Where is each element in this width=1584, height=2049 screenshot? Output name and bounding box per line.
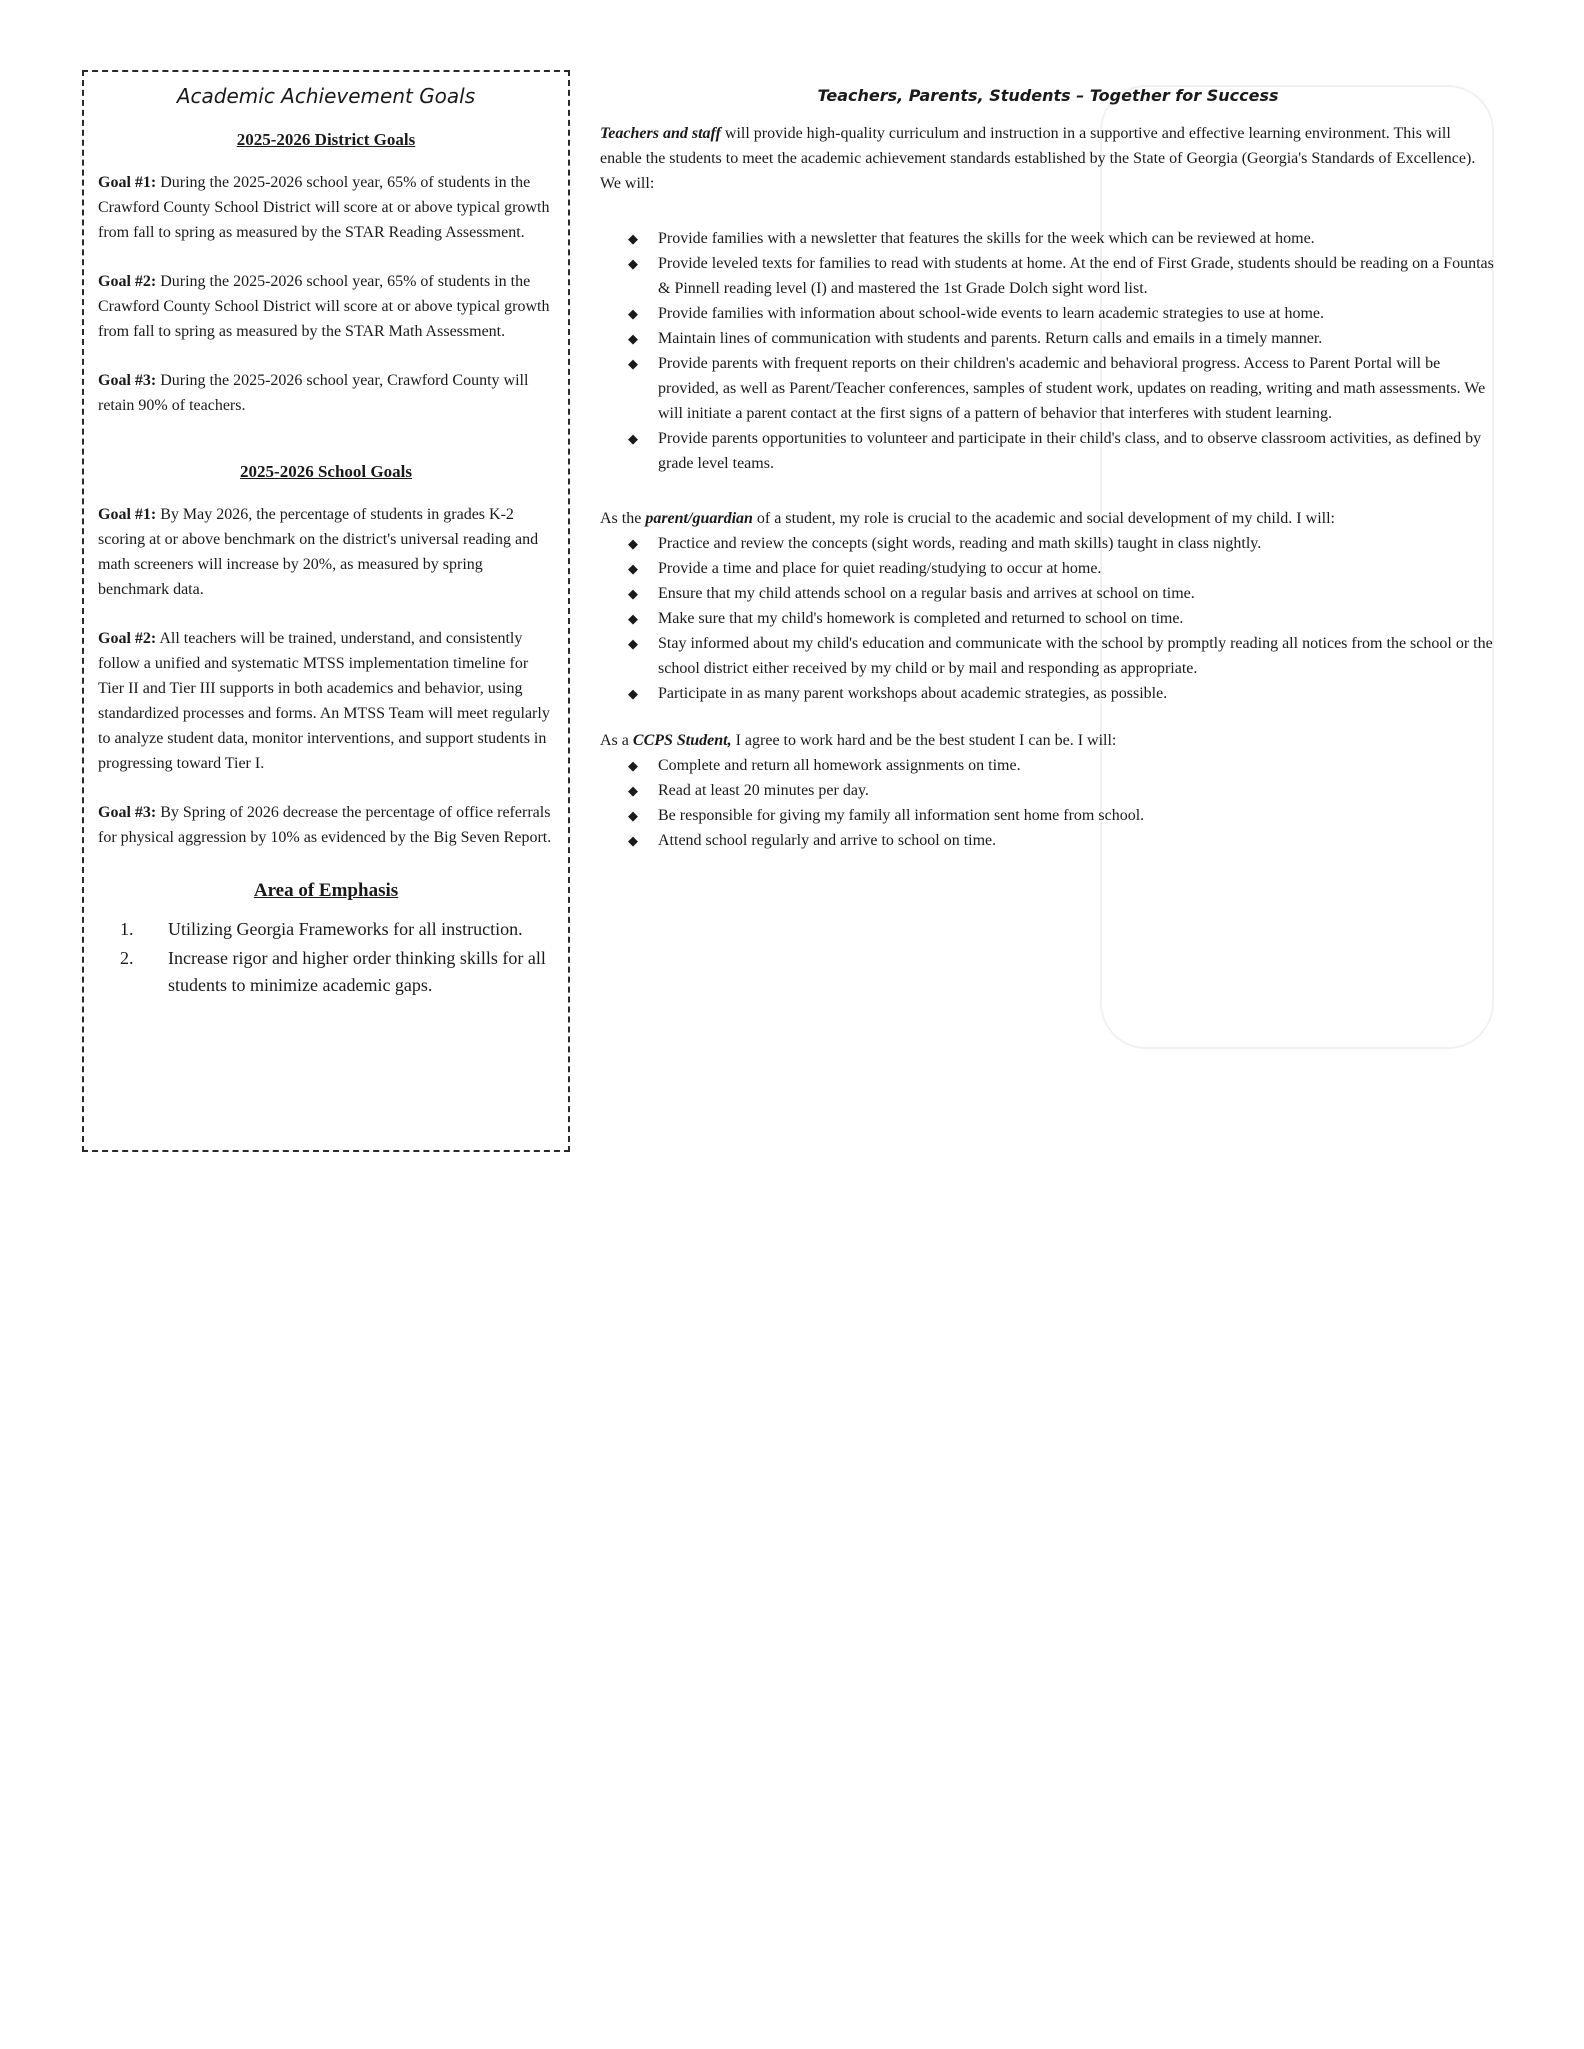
list-item: ◆ Attend school regularly and arrive to school on time. xyxy=(600,828,1496,853)
compact-section xyxy=(600,86,1496,853)
list-item: ◆ Read at least 20 minutes per day. xyxy=(600,778,1496,803)
diamond-bullet-icon: ◆ xyxy=(628,636,638,651)
emphasis-item xyxy=(98,916,554,943)
academic-goals-title: Academic Achievement Goals xyxy=(176,84,476,108)
list-item: ◆ Provide parents opportunities to volunteer and participate in their child's class, and to observe classroom activities, as defined by grade level teams. xyxy=(600,426,1496,476)
diamond-bullet-icon: ◆ xyxy=(628,231,638,246)
district-goal-3: Goal #3: During the 2025-2026 school year, Crawford County will retain 90% of teachers. xyxy=(98,372,529,414)
school-goal-3: Goal #3: By Spring of 2026 decrease the percentage of office referrals for physical aggression by 10% as evidenced by the Big Seven Report. xyxy=(98,804,552,846)
diamond-bullet-icon: ◆ xyxy=(628,561,638,576)
parent-intro: As the parent/guardian of a student, my role is crucial to the academic and social development of my child. I will: xyxy=(600,510,1335,527)
diamond-bullet-icon: ◆ xyxy=(628,331,638,346)
teacher-commitments-list xyxy=(600,226,1496,476)
list-item: ◆ Maintain lines of communication with students and parents. Return calls and emails in a timely manner. xyxy=(600,326,1496,351)
compact-title: Teachers, Parents, Students – Together for Success xyxy=(817,86,1279,105)
list-item: ◆ Be responsible for giving my family all information sent home from school. xyxy=(600,803,1496,828)
student-commitments-list xyxy=(600,753,1496,853)
district-goal-1: Goal #1: During the 2025-2026 school year, 65% of students in the Crawford County School District will score at or above typical growth from fall to spring as measured by the STAR Reading Assessment. xyxy=(98,174,550,241)
diamond-bullet-icon: ◆ xyxy=(628,536,638,551)
diamond-bullet-icon: ◆ xyxy=(628,686,638,701)
diamond-bullet-icon: ◆ xyxy=(628,808,638,823)
teachers-intro: Teachers and staff will provide high-quality curriculum and instruction in a supportive and effective learning environment. This will enable the students to meet the academic achievement standards established by the State of Georgia (Georgia's Standards of Excellence). We will: xyxy=(600,125,1476,192)
list-item: ◆ Provide leveled texts for families to read with students at home. At the end of First Grade, students should be reading on a Fountas & Pinnell reading level (I) and mastered the 1st Grade Dolch sight word list. xyxy=(600,251,1496,301)
diamond-bullet-icon: ◆ xyxy=(628,356,638,371)
diamond-bullet-icon: ◆ xyxy=(628,833,638,848)
diamond-bullet-icon: ◆ xyxy=(628,431,638,446)
emphasis-list xyxy=(98,916,554,999)
school-goal-1: Goal #1: By May 2026, the percentage of students in grades K-2 scoring at or above benchmark on the district's universal reading and math screeners will increase by 20%, as measured by spring benchmark data. xyxy=(98,506,539,598)
list-item: ◆ Provide families with information about school-wide events to learn academic strategies to use at home. xyxy=(600,301,1496,326)
list-item: ◆ Participate in as many parent workshops about academic strategies, as possible. xyxy=(600,681,1496,706)
diamond-bullet-icon: ◆ xyxy=(628,256,638,271)
diamond-bullet-icon: ◆ xyxy=(628,783,638,798)
parent-commitments-list xyxy=(600,531,1496,706)
area-of-emphasis-heading: Area of Emphasis xyxy=(253,880,399,901)
school-goal-2: Goal #2: All teachers will be trained, understand, and consistently follow a unified and systematic MTSS implementation timeline for Tier II and Tier III supports in both academics and behavior, using standardized processes and forms. An MTSS Team will meet regularly to analyze student data, monitor interventions, and support students in progressing toward Tier I. xyxy=(98,630,550,772)
list-item: ◆ Provide a time and place for quiet reading/studying to occur at home. xyxy=(600,556,1496,581)
list-item: ◆ Ensure that my child attends school on a regular basis and arrives at school on time. xyxy=(600,581,1496,606)
list-item: ◆ Provide parents with frequent reports on their children's academic and behavioral progress. Access to Parent Portal will be provided, as well as Parent/Teacher conferences, samples of student work, updates on reading, writing and math assessments. We will initiate a parent contact at the first signs of a pattern of behavior that interferes with student learning. xyxy=(600,351,1496,426)
academic-goals-box xyxy=(82,70,570,1152)
list-item: ◆ Complete and return all homework assignments on time. xyxy=(600,753,1496,778)
school-goals-heading: 2025-2026 School Goals xyxy=(240,462,412,481)
emphasis-number: 2. xyxy=(120,948,134,968)
district-goals-heading: 2025-2026 District Goals xyxy=(236,130,416,149)
emphasis-item xyxy=(98,945,554,999)
diamond-bullet-icon: ◆ xyxy=(628,306,638,321)
diamond-bullet-icon: ◆ xyxy=(628,611,638,626)
diamond-bullet-icon: ◆ xyxy=(628,758,638,773)
district-goal-2: Goal #2: During the 2025-2026 school year, 65% of students in the Crawford County School District will score at or above typical growth from fall to spring as measured by the STAR Math Assessment. xyxy=(98,273,550,340)
list-item: ◆ Practice and review the concepts (sight words, reading and math skills) taught in class nightly. xyxy=(600,531,1496,556)
list-item: ◆ Make sure that my child's homework is completed and returned to school on time. xyxy=(600,606,1496,631)
emphasis-text: Increase rigor and higher order thinking skills for all students to minimize academic gaps. xyxy=(168,948,546,995)
emphasis-number: 1. xyxy=(120,919,134,939)
emphasis-text: Utilizing Georgia Frameworks for all instruction. xyxy=(168,919,523,939)
diamond-bullet-icon: ◆ xyxy=(628,586,638,601)
list-item: ◆ Stay informed about my child's education and communicate with the school by promptly reading all notices from the school or the school district either received by my child or by mail and responding as appropriate. xyxy=(600,631,1496,681)
student-intro: As a CCPS Student, I agree to work hard and be the best student I can be. I will: xyxy=(600,732,1117,749)
list-item: ◆ Provide families with a newsletter that features the skills for the week which can be reviewed at home. xyxy=(600,226,1496,251)
